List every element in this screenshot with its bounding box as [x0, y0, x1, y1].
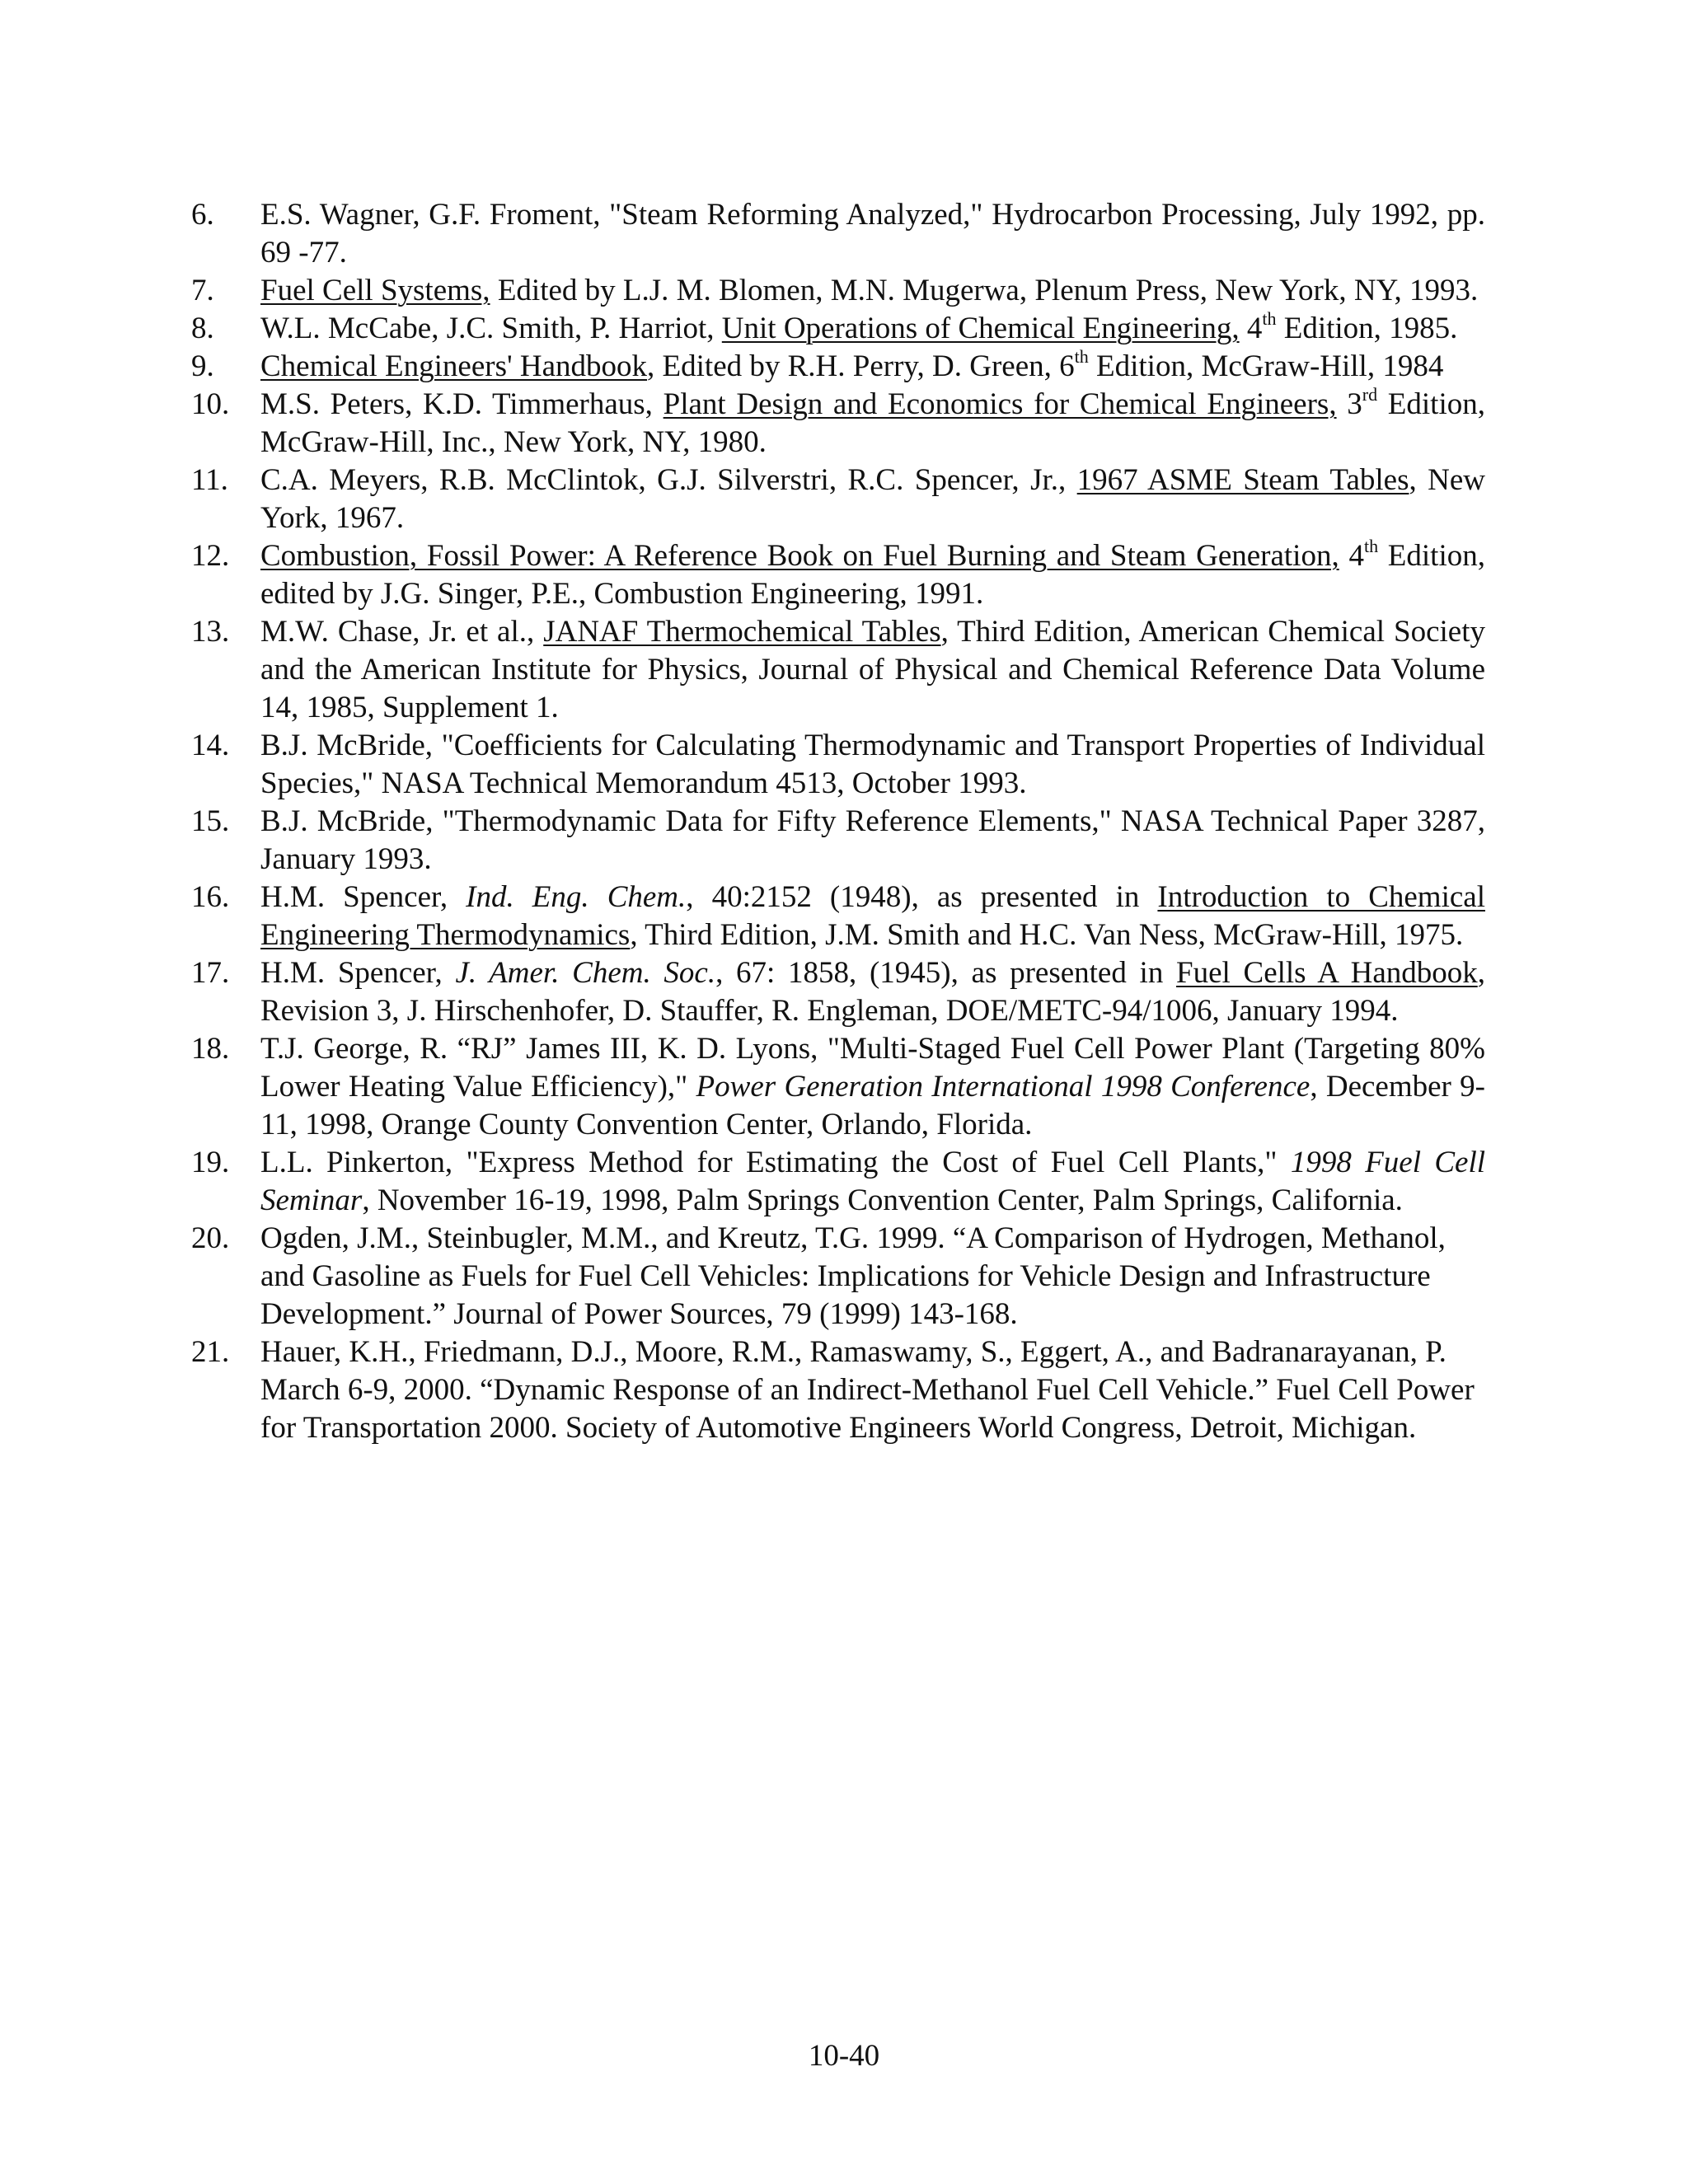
reference-text	[260, 198, 1485, 269]
reference-text	[260, 463, 1485, 535]
reference-number: 10.	[191, 387, 230, 421]
text-run: Hauer, K.H., Friedmann, D.J., Moore, R.M., Ramaswamy, S., Eggert, A., and Badranarayanan, P. March 6-9, 2000. “Dynamic Response of an Indirect-Methanol Fuel Cell Vehicle.” Fuel Cell Power for Transportation 2000. Society of Automotive Engineers World Congress, Detroit, Michigan.	[260, 1335, 1475, 1445]
superscript: th	[1074, 346, 1089, 367]
underlined-title: Fuel Cell Systems,	[260, 274, 490, 307]
text-run: Edition, edited by J.G. Singer, P.E., Combustion Engineering, 1991.	[260, 539, 1485, 611]
reference-number: 11.	[191, 463, 228, 497]
reference-item	[191, 879, 1485, 954]
reference-text	[260, 615, 1485, 724]
underlined-title: 1967 ASME Steam Tables	[1076, 463, 1409, 497]
reference-number: 12.	[191, 539, 230, 573]
text-run: M.W. Chase, Jr. et al.,	[260, 615, 544, 649]
text-run: Edited by L.J. M. Blomen, M.N. Mugerwa, Plenum Press, New York, NY, 1993.	[490, 274, 1479, 307]
text-run: , Edited by R.H. Perry, D. Green, 6	[647, 349, 1075, 383]
reference-text	[260, 1032, 1485, 1141]
text-run: Edition, 1985.	[1276, 312, 1458, 345]
reference-number: 14.	[191, 729, 230, 762]
underlined-title: Combustion, Fossil Power: A Reference Book on Fuel Burning and Steam Generation,	[260, 539, 1339, 573]
text-run: M.S. Peters, K.D. Timmerhaus,	[260, 387, 663, 421]
text-run: , New York, 1967.	[260, 463, 1485, 535]
reference-number: 15.	[191, 804, 230, 838]
reference-item	[191, 727, 1485, 803]
reference-text	[260, 1221, 1446, 1331]
text-run: , 67: 1858, (1945), as presented in	[715, 956, 1177, 990]
reference-item	[191, 272, 1485, 310]
underlined-title: Fuel Cells A Handbook	[1176, 956, 1478, 990]
text-run: 4	[1239, 312, 1263, 345]
reference-item	[191, 537, 1485, 613]
text-run: , Revision 3, J. Hirschenhofer, D. Stauffer, R. Engleman, DOE/METC-94/1006, January 1994.	[260, 956, 1485, 1028]
text-run: H.M. Spencer,	[260, 880, 467, 914]
reference-number: 9.	[191, 349, 214, 383]
reference-item	[191, 348, 1485, 386]
reference-text	[260, 729, 1485, 800]
reference-item	[191, 196, 1485, 272]
underlined-title: Introduction to Chemical Engineering Thermodynamics	[260, 880, 1485, 952]
text-run: L.L. Pinkerton, "Express Method for Estimating the Cost of Fuel Cell Plants,"	[260, 1146, 1291, 1179]
text-run: , 40:2152 (1948), as presented in	[686, 880, 1158, 914]
text-run: , Third Edition, J.M. Smith and H.C. Van Ness, McGraw-Hill, 1975.	[630, 918, 1464, 952]
text-run: Ogden, J.M., Steinbugler, M.M., and Kreutz, T.G. 1999. “A Comparison of Hydrogen, Methanol, and Gasoline as Fuels for Fuel Cell Vehicles: Implications for Vehicle Design and Infrastructure Development.” Journal of Power Sources, 79 (1999) 143-168.	[260, 1221, 1446, 1331]
reference-number: 21.	[191, 1335, 230, 1369]
italic-title: Power Generation International 1998 Conference	[696, 1070, 1311, 1104]
reference-text	[260, 308, 1458, 345]
reference-item	[191, 803, 1485, 879]
text-run: , November 16-19, 1998, Palm Springs Convention Center, Palm Springs, California.	[362, 1183, 1403, 1217]
reference-item	[191, 1220, 1485, 1333]
reference-text	[260, 384, 1485, 459]
superscript: rd	[1362, 384, 1378, 405]
underlined-title: Chemical Engineers' Handbook	[260, 349, 648, 383]
text-run: Edition, McGraw-Hill, 1984	[1088, 349, 1444, 383]
text-run: E.S. Wagner, G.F. Froment, "Steam Reforming Analyzed," Hydrocarbon Processing, July 1992, pp. 69 -77.	[260, 198, 1485, 269]
text-run: B.J. McBride, "Thermodynamic Data for Fifty Reference Elements," NASA Technical Paper 3287, January 1993.	[260, 804, 1485, 876]
reference-item	[191, 1333, 1485, 1447]
reference-number: 17.	[191, 956, 230, 990]
underlined-title: Unit Operations of Chemical Engineering,	[721, 312, 1240, 345]
reference-text	[260, 1335, 1475, 1445]
text-run: H.M. Spencer,	[260, 956, 456, 990]
superscript: th	[1363, 536, 1379, 556]
text-run: Edition, McGraw-Hill, Inc., New York, NY, 1980.	[260, 387, 1485, 459]
italic-title: 1998 Fuel Cell Seminar	[260, 1146, 1486, 1217]
text-run: 4	[1339, 539, 1364, 573]
italic-title: J. Amer. Chem. Soc.	[455, 956, 716, 990]
superscript: th	[1262, 308, 1277, 329]
underlined-title: JANAF Thermochemical Tables	[543, 615, 941, 649]
reference-item	[191, 1144, 1485, 1220]
reference-item	[191, 954, 1485, 1030]
reference-number: 7.	[191, 274, 214, 307]
reference-item	[191, 1030, 1485, 1144]
reference-text	[260, 880, 1485, 952]
reference-item	[191, 613, 1485, 727]
reference-item	[191, 386, 1485, 462]
reference-text	[260, 804, 1485, 876]
text-run: 3	[1336, 387, 1362, 421]
reference-text	[260, 536, 1485, 611]
reference-text	[260, 346, 1444, 383]
underlined-title: Plant Design and Economics for Chemical Engineers,	[663, 387, 1337, 421]
reference-number: 8.	[191, 312, 214, 345]
text-run: , December 9-11, 1998, Orange County Convention Center, Orlando, Florida.	[260, 1070, 1485, 1141]
reference-text	[260, 956, 1485, 1028]
text-run: , Third Edition, American Chemical Society and the American Institute for Physics, Journal of Physical and Chemical Reference Data Volume 14, 1985, Supplement 1.	[260, 615, 1485, 724]
reference-number: 6.	[191, 198, 214, 232]
reference-item	[191, 462, 1485, 537]
text-run: T.J. George, R. “RJ” James III, K. D. Lyons, "Multi-Staged Fuel Cell Power Plant (Targeting 80% Lower Heating Value Efficiency),"	[260, 1032, 1485, 1104]
page-number: 10-40	[808, 2039, 880, 2073]
text-run: C.A. Meyers, R.B. McClintok, G.J. Silverstri, R.C. Spencer, Jr.,	[260, 463, 1077, 497]
reference-text	[260, 1146, 1485, 1217]
reference-item	[191, 310, 1485, 348]
text-run: W.L. McCabe, J.C. Smith, P. Harriot,	[260, 312, 722, 345]
reference-number: 16.	[191, 880, 230, 914]
italic-title: Ind. Eng. Chem.	[466, 880, 687, 914]
reference-number: 20.	[191, 1221, 230, 1255]
reference-text	[260, 274, 1478, 307]
reference-number: 13.	[191, 615, 230, 649]
reference-number: 18.	[191, 1032, 230, 1066]
reference-number: 19.	[191, 1146, 230, 1179]
reference-list	[191, 196, 1485, 1447]
text-run: B.J. McBride, "Coefficients for Calculating Thermodynamic and Transport Properties of Individual Species," NASA Technical Memorandum 4513, October 1993.	[260, 729, 1485, 800]
